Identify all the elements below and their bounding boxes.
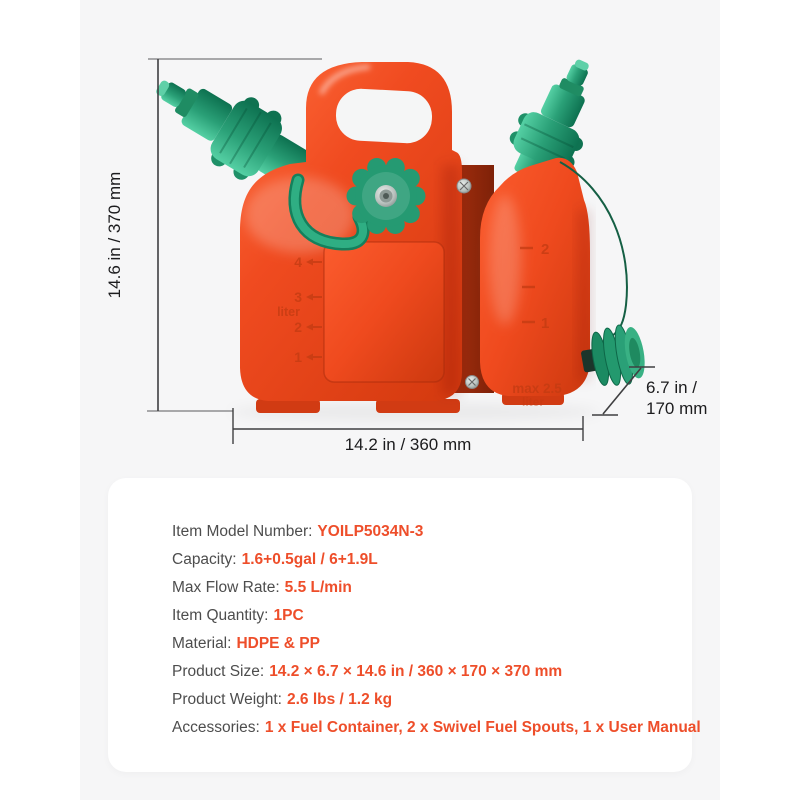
spec-row-capacity (172, 546, 662, 574)
spec-label: Capacity: (172, 551, 237, 568)
small-tank (480, 158, 590, 405)
spec-row-quantity (172, 602, 662, 630)
small-scale-2: 2 (541, 241, 550, 258)
spec-row-material (172, 630, 662, 658)
spec-value: 1PC (273, 607, 304, 624)
spec-value: 1.6+0.5gal / 6+1.9L (241, 551, 378, 568)
spec-label: Product Size: (172, 663, 265, 680)
spec-row-accessories (172, 714, 701, 742)
spec-value: YOILP5034N-3 (317, 523, 424, 540)
small-max-label2: liter (521, 395, 545, 409)
spec-value: 2.6 lbs / 1.2 kg (287, 691, 393, 708)
main-scale-1: 1 (294, 349, 302, 365)
small-max-label: max 2.5 (512, 381, 562, 396)
main-scale-liter: liter (277, 305, 300, 319)
spec-value: HDPE & PP (236, 635, 320, 652)
small-scale-1: 1 (541, 315, 550, 332)
handle-hole (335, 88, 434, 145)
main-scale-3: 3 (294, 289, 302, 305)
spec-card (108, 478, 701, 772)
main-tank-foot-left (256, 399, 320, 413)
spec-label: Product Weight: (172, 691, 282, 708)
spec-label: Accessories: (172, 719, 260, 736)
main-tank-front-panel (324, 242, 444, 382)
depth-dimension-label-line1: 6.7 in / (646, 378, 698, 397)
spec-label: Max Flow Rate: (172, 579, 280, 596)
spec-row-weight (172, 686, 662, 714)
spec-label: Item Quantity: (172, 607, 269, 624)
spec-row-size (172, 658, 662, 686)
spec-value: 14.2 × 6.7 × 14.6 in / 360 × 170 × 370 mm (269, 663, 563, 680)
spec-row-flow-rate (172, 574, 662, 602)
connector-screw-top (457, 179, 471, 193)
main-tank-foot-right (376, 399, 460, 413)
width-dimension-label: 14.2 in / 360 mm (344, 435, 472, 454)
connector-screw-bottom (466, 376, 479, 389)
spec-label: Item Model Number: (172, 523, 313, 540)
height-dimension-label: 14.6 in / 370 mm (105, 171, 124, 299)
spec-value: 1 x Fuel Container, 2 x Swivel Fuel Spouts, 1 x User Manual (264, 719, 701, 736)
depth-dimension-label-line2: 170 mm (646, 399, 708, 418)
spec-row-model (172, 518, 662, 546)
spec-label: Material: (172, 635, 232, 652)
spec-value: 5.5 L/min (284, 579, 352, 596)
main-scale-2: 2 (294, 319, 302, 335)
main-scale-4: 4 (294, 254, 302, 270)
